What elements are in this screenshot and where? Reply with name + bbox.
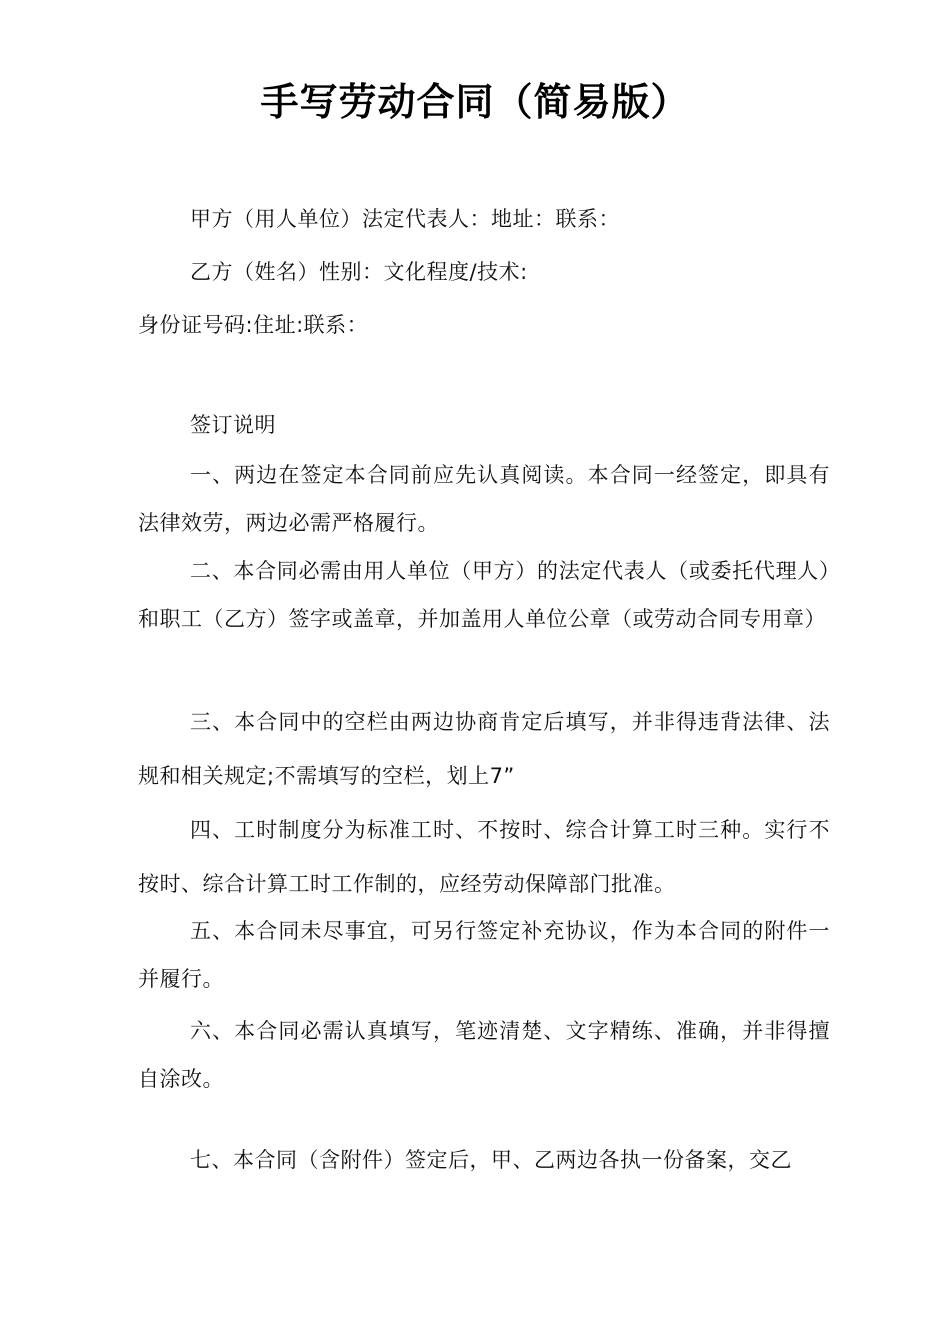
document-title: 手写劳动合同（简易版） — [260, 79, 690, 124]
clause-1: 一、两边在签定本合同前应先认真阅读。本合同一经签定，即具有法律效劳，两边必需严格履行。 — [138, 463, 830, 535]
clause-3: 三、本合同中的空栏由两边协商肯定后填写，并非得违背法律、法规和相关规定;不需填写的空栏，划上7” — [138, 710, 830, 788]
clause-2: 二、本合同必需由用人单位（甲方）的法定代表人（或委托代理人）和职工（乙方）签字或盖章，并加盖用人单位公章（或劳动合同专用章） — [138, 559, 830, 631]
party-a-line: 甲方（用人单位）法定代表人：地址：联系： — [190, 207, 620, 231]
party-b-line: 乙方（姓名）性别：文化程度/技术: — [190, 260, 528, 284]
clause-7: 七、本合同（含附件）签定后，甲、乙两边各执一份备案，交乙 — [190, 1148, 792, 1172]
clause-6: 六、本合同必需认真填写，笔迹清楚、文字精练、准确，并非得擅自涂改。 — [138, 1019, 830, 1091]
clause-5: 五、本合同未尽事宜，可另行签定补充协议，作为本合同的附件一并履行。 — [138, 919, 830, 991]
clause-4: 四、工时制度分为标准工时、不按时、综合计算工时三种。实行不按时、综合计算工时工作制的，应经劳动保障部门批准。 — [138, 818, 830, 896]
section-heading: 签订说明 — [190, 413, 276, 437]
id-line: 身份证号码:住址:联系： — [138, 313, 369, 337]
